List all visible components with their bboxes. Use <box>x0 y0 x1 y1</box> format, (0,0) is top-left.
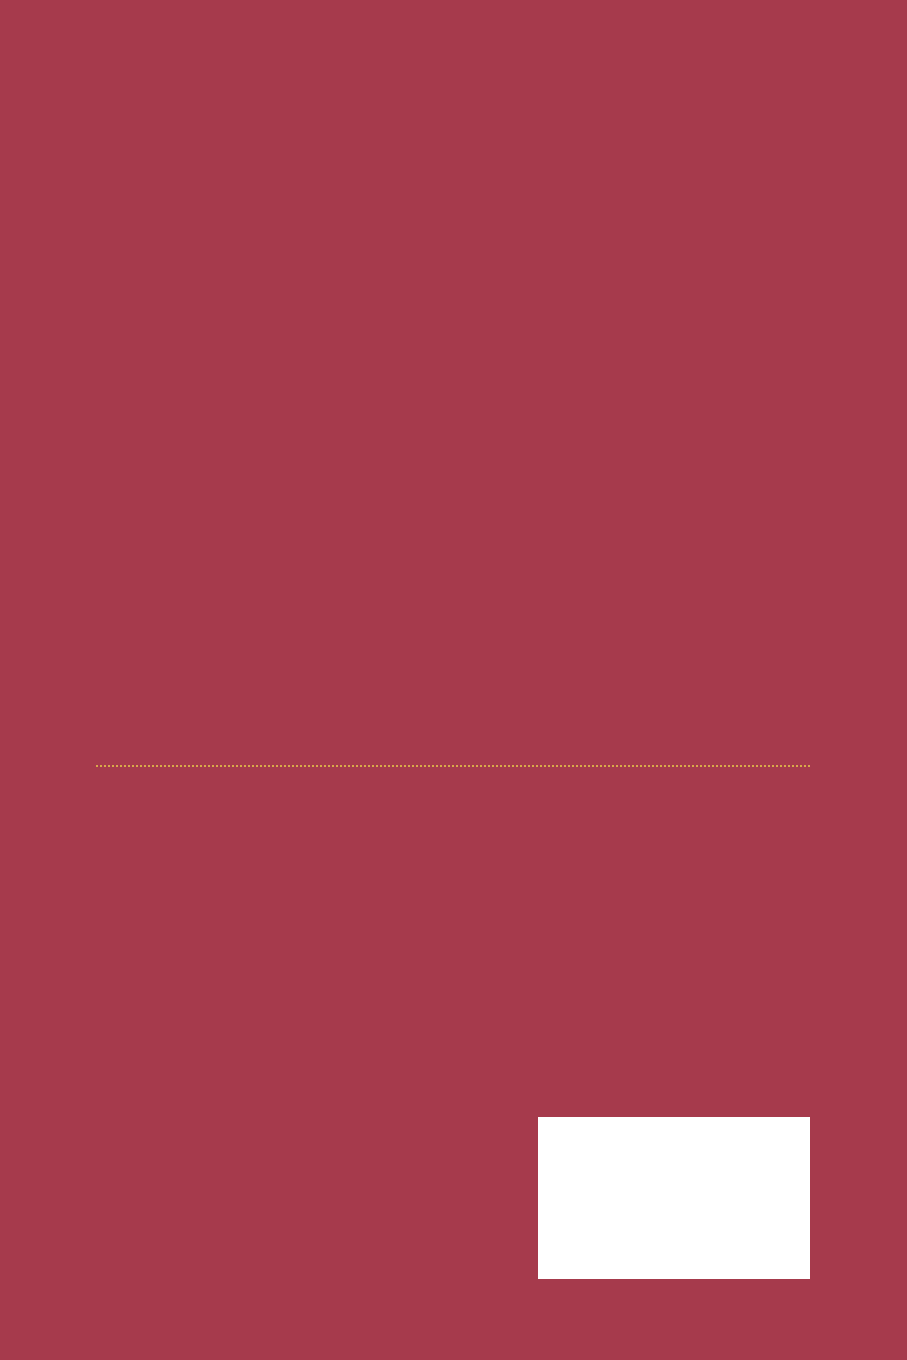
addon-bars <box>734 1163 802 1255</box>
praise-quote-1 <box>96 830 810 832</box>
section-divider <box>96 765 810 767</box>
praise-quote-2 <box>96 986 810 988</box>
book-blurb <box>96 262 810 266</box>
publisher-logo <box>94 1183 264 1185</box>
isbn-barcode <box>538 1117 810 1279</box>
top-ornamental-border <box>0 0 907 170</box>
barcode-bars <box>546 1145 731 1255</box>
